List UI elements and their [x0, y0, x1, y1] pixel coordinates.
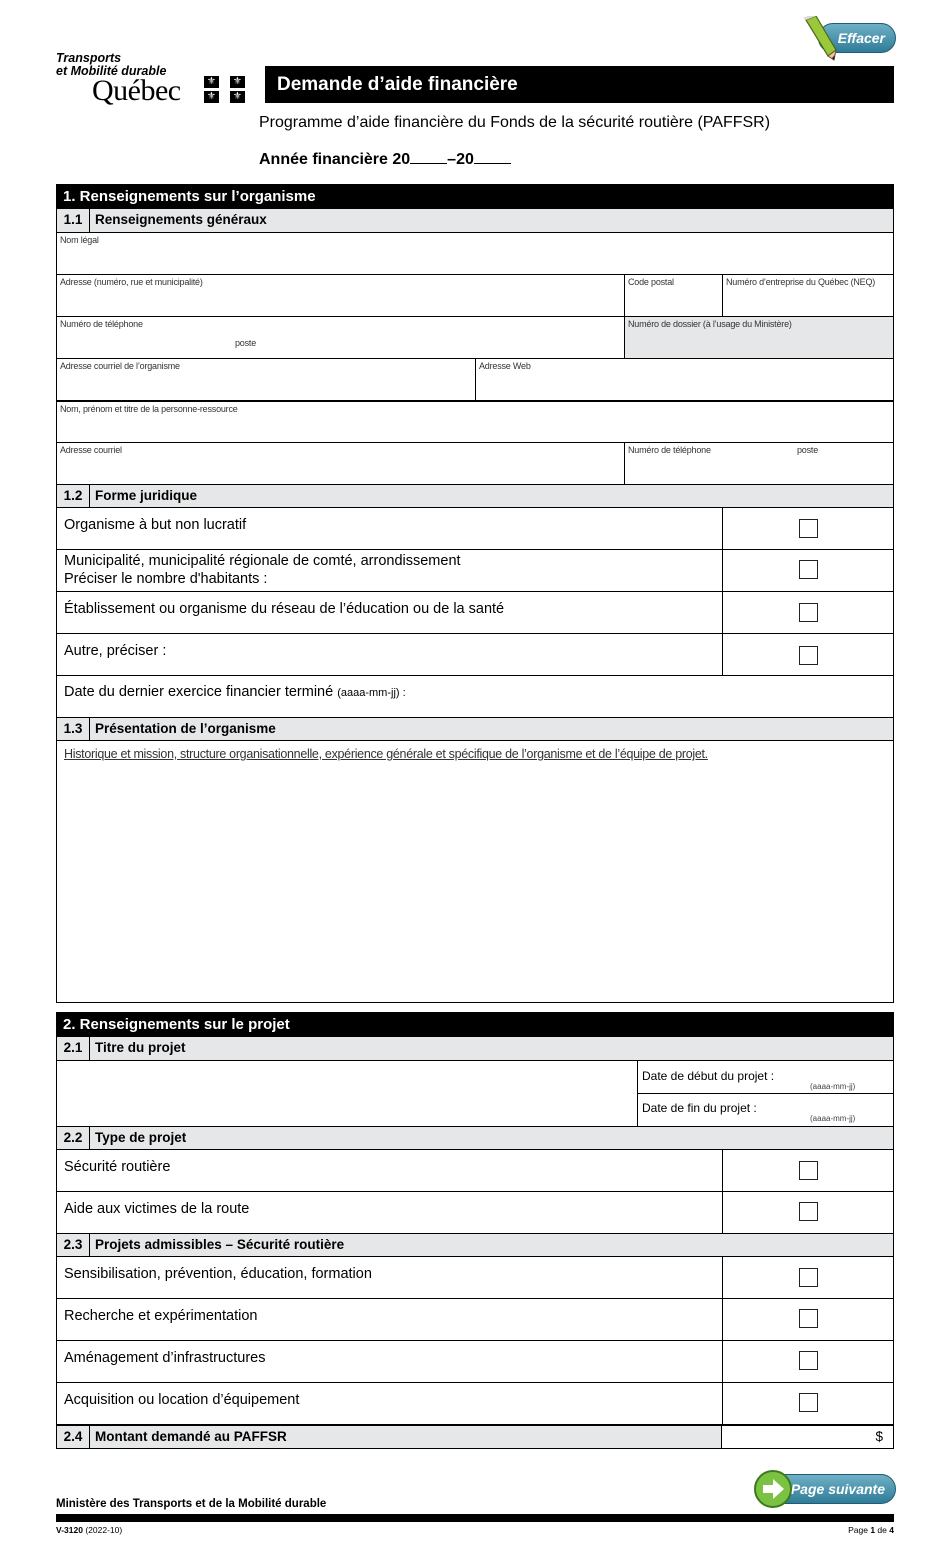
legal-form-option [57, 507, 893, 549]
presentation-instructions: Historique et mission, structure organisationnelle, expérience générale et spécifique de l’organisme et de l’équipe de projet. [64, 747, 708, 761]
road-victims-checkbox[interactable] [799, 1202, 818, 1221]
clear-button-label: Effacer [837, 30, 885, 46]
option-label: Aide aux victimes de la route [57, 1192, 723, 1233]
field-label: Adresse Web [479, 361, 531, 371]
road-safety-checkbox[interactable] [799, 1161, 818, 1180]
field-label: Adresse (numéro, rue et municipalité) [60, 277, 203, 287]
subsection-2-3-header [57, 1233, 893, 1256]
subsection-title: Titre du projet [95, 1040, 186, 1055]
field-label: Numéro de téléphone [60, 319, 143, 329]
fiscal-year-mid: –20 [447, 151, 474, 168]
org-line-2: et Mobilité durable [56, 64, 167, 78]
project-type-option [57, 1149, 893, 1191]
form-code-number: V-3120 [56, 1525, 83, 1535]
date-format-hint: (aaaa-mm-jj) [810, 1082, 856, 1091]
website-field[interactable] [476, 359, 893, 400]
subsection-title: Présentation de l’organisme [95, 721, 276, 736]
eligible-project-option [57, 1256, 893, 1298]
extension-label: poste [797, 445, 819, 455]
fiscal-year-prefix: Année financière 20 [259, 151, 411, 168]
fiscal-year-end-field[interactable] [474, 150, 511, 164]
contact-phone-field[interactable] [625, 443, 893, 484]
option-label: Établissement ou organisme du réseau de l’éducation ou de la santé [57, 592, 723, 633]
page-of: de [877, 1525, 887, 1535]
nonprofit-checkbox[interactable] [799, 519, 818, 538]
fiscal-date-label: Date du dernier exercice financier terminé [64, 684, 334, 700]
section-organisation [56, 184, 894, 1003]
research-checkbox[interactable] [799, 1309, 818, 1328]
option-label-line: Municipalité, municipalité régionale de comté, arrondissement [64, 553, 461, 569]
equipment-checkbox[interactable] [799, 1393, 818, 1412]
program-subtitle: Programme d’aide financière du Fonds de la sécurité routière (PAFFSR) [259, 114, 771, 131]
legal-name-field[interactable] [57, 233, 893, 274]
legal-form-option [57, 633, 893, 675]
subsection-1-3-header [57, 717, 893, 740]
org-email-field[interactable] [57, 359, 476, 400]
subsection-2-4-header [57, 1424, 893, 1448]
legal-form-option [57, 591, 893, 633]
subsection-number: 1.1 [57, 209, 90, 232]
option-label: Organisme à but non lucratif [57, 508, 723, 549]
contact-email-field[interactable] [57, 443, 625, 484]
field-label: Numéro d’entreprise du Québec (NEQ) [726, 277, 876, 287]
section-project [56, 1012, 894, 1449]
municipality-checkbox[interactable] [799, 560, 818, 579]
field-label: Nom, prénom et titre de la personne-ressource [60, 404, 238, 414]
fiscal-date-format: (aaaa-mm-jj) : [337, 687, 406, 699]
education-health-checkbox[interactable] [799, 603, 818, 622]
project-title-field[interactable] [57, 1061, 638, 1126]
subsection-title: Projets admissibles – Sécurité routière [95, 1237, 345, 1252]
page-indicator [848, 1525, 894, 1535]
section-1-title: 1. Renseignements sur l’organisme [57, 185, 893, 209]
option-label: Recherche et expérimentation [57, 1299, 723, 1340]
page-current: 1 [870, 1525, 876, 1535]
fiscal-year-start-field[interactable] [410, 150, 447, 164]
option-label: Sensibilisation, prévention, éducation, formation [57, 1257, 723, 1298]
subsection-title: Montant demandé au PAFFSR [90, 1426, 722, 1448]
form-title: Demande d’aide financière [265, 66, 894, 103]
eligible-project-option [57, 1382, 893, 1424]
subsection-number: 1.3 [57, 718, 90, 740]
postal-code-field[interactable] [625, 275, 723, 316]
subsection-1-2-header [57, 484, 893, 507]
form-version: (2022-10) [85, 1525, 123, 1535]
option-label: Acquisition ou location d’équipement [57, 1383, 723, 1424]
address-field[interactable] [57, 275, 625, 316]
option-label [57, 550, 723, 591]
page-total: 4 [889, 1525, 894, 1535]
date-format-hint: (aaaa-mm-jj) [810, 1114, 856, 1123]
next-page-label: Page suivante [790, 1481, 885, 1497]
subsection-number: 1.2 [57, 485, 90, 507]
project-end-date-field[interactable] [638, 1094, 893, 1126]
field-label: Nom légal [60, 235, 99, 245]
subsection-2-2-header [57, 1126, 893, 1149]
field-label: Numéro de dossier (à l’usage du Ministère) [628, 319, 792, 329]
subsection-number: 2.3 [57, 1234, 90, 1256]
eligible-project-option [57, 1298, 893, 1340]
currency-symbol: $ [875, 1429, 883, 1444]
population-label: Préciser le nombre d'habitants : [64, 571, 268, 587]
end-date-label: Date de fin du projet : [642, 1101, 757, 1115]
legal-form-option [57, 549, 893, 591]
subsection-title: Renseignements généraux [95, 212, 267, 227]
field-label: Numéro de téléphone [628, 445, 711, 455]
subsection-number: 2.1 [57, 1037, 90, 1060]
organisation-presentation-textarea[interactable] [57, 740, 893, 1002]
footer-rule [56, 1514, 894, 1522]
subsection-title: Type de projet [95, 1130, 187, 1145]
quebec-logo-text: Québec [92, 74, 181, 107]
org-line-1: Transports [56, 51, 122, 65]
field-label: Adresse courriel [60, 445, 122, 455]
file-number-field [625, 317, 893, 358]
subsection-number: 2.4 [57, 1426, 90, 1448]
page-prefix: Page [848, 1525, 868, 1535]
field-label: Code postal [628, 277, 674, 287]
option-label: Sécurité routière [57, 1150, 723, 1191]
subsection-1-1-header [57, 209, 893, 232]
subsection-2-1-header [57, 1037, 893, 1060]
contact-person-field[interactable] [57, 402, 893, 442]
awareness-checkbox[interactable] [799, 1268, 818, 1287]
field-label: Adresse courriel de l’organisme [60, 361, 180, 371]
option-label: Autre, préciser : [57, 634, 723, 675]
section-2-title: 2. Renseignements sur le projet [57, 1013, 893, 1037]
phone-field[interactable] [57, 317, 625, 358]
start-date-label: Date de début du projet : [642, 1069, 775, 1083]
fiscal-year-line [259, 150, 511, 169]
other-checkbox[interactable] [799, 646, 818, 665]
form-code [56, 1525, 122, 1535]
ministry-name: Ministère des Transports et de la Mobilité durable [56, 1498, 327, 1510]
neq-field[interactable] [723, 275, 893, 316]
amount-requested-field[interactable] [722, 1426, 893, 1448]
arrow-right-icon [753, 1469, 793, 1509]
infrastructure-checkbox[interactable] [799, 1351, 818, 1370]
option-label: Aménagement d’infrastructures [57, 1341, 723, 1382]
subsection-number: 2.2 [57, 1127, 90, 1149]
pencil-eraser-icon [800, 16, 840, 62]
project-start-date-field[interactable] [638, 1061, 893, 1094]
fiscal-date-field[interactable] [57, 675, 893, 717]
eligible-project-option [57, 1340, 893, 1382]
project-type-option [57, 1191, 893, 1233]
subsection-title: Forme juridique [95, 488, 198, 503]
extension-label: poste [235, 338, 257, 348]
